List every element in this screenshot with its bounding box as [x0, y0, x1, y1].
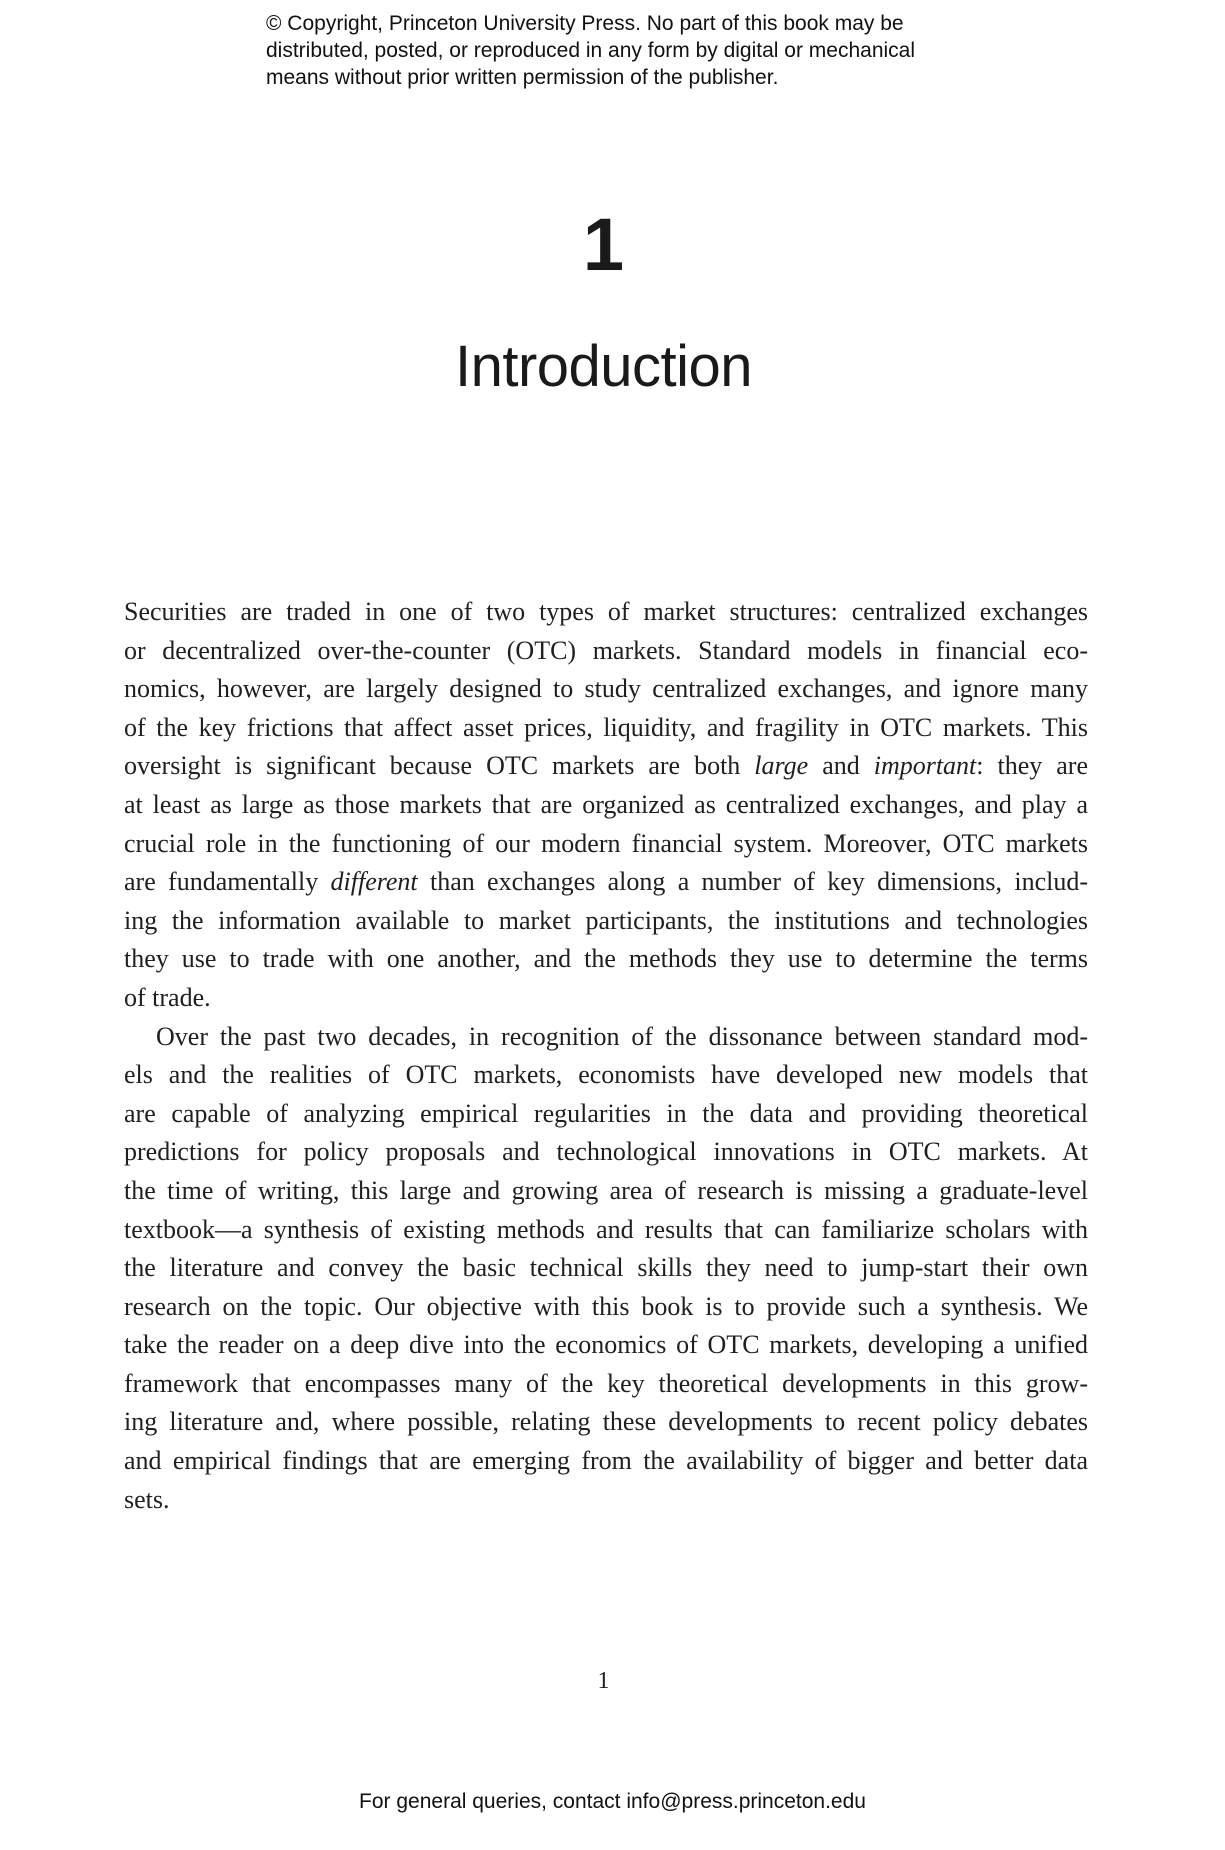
text-run: of trade. — [124, 982, 211, 1012]
text-run: : they are — [976, 751, 1088, 781]
text-line — [124, 1172, 1088, 1211]
text-run: nomics, however, are largely designed to study centralized exchanges, and ignore many — [124, 674, 1088, 704]
text-run: and empirical findings that are emerging from the availability of bigger and better data — [124, 1446, 1088, 1476]
text-line — [124, 747, 1088, 786]
text-run: and — [808, 751, 874, 781]
text-line — [124, 979, 1088, 1018]
text-run: predictions for policy proposals and technological innovations in OTC markets. At — [124, 1137, 1088, 1167]
text-line — [124, 1249, 1088, 1288]
text-line — [124, 786, 1088, 825]
text-run: Over the past two decades, in recognition of the dissonance between standard mod- — [156, 1021, 1088, 1051]
page-number: 1 — [597, 1668, 610, 1694]
text-line — [124, 940, 1088, 979]
text-run: at least as large as those markets that are organized as centralized exchanges, and play a — [124, 789, 1088, 819]
paragraph — [124, 1018, 1088, 1520]
text-line — [124, 632, 1088, 671]
text-run: take the reader on a deep dive into the economics of OTC markets, developing a unified — [124, 1330, 1088, 1360]
text-run: ing the information available to market participants, the institutions and technologies — [124, 905, 1088, 935]
text-run: research on the topic. Our objective with this book is to provide such a synthesis. We — [124, 1291, 1088, 1321]
copyright-line: distributed, posted, or reproduced in any form by digital or mechanical — [266, 39, 916, 62]
text-line — [124, 902, 1088, 941]
text-line — [124, 1288, 1088, 1327]
text-line — [124, 1403, 1088, 1442]
text-line — [124, 1056, 1088, 1095]
text-run: textbook—a synthesis of existing methods and results that can familiarize scholars with — [124, 1214, 1088, 1244]
footer-contact: For general queries, contact info@press.princeton.edu — [359, 1790, 866, 1813]
paragraph — [124, 593, 1088, 1018]
text-run: crucial role in the functioning of our modern financial system. Moreover, OTC markets — [124, 828, 1088, 858]
text-run: ing literature and, where possible, relating these developments to recent policy debates — [124, 1407, 1088, 1437]
text-run: are capable of analyzing empirical regularities in the data and providing theoretical — [124, 1098, 1088, 1128]
body-text — [124, 593, 1088, 1519]
text-line — [124, 670, 1088, 709]
text-line — [124, 1481, 1088, 1520]
text-run: sets. — [124, 1484, 170, 1514]
text-run: els and the realities of OTC markets, economists have developed new models that — [124, 1060, 1088, 1090]
text-line — [124, 1442, 1088, 1481]
text-line — [124, 1018, 1088, 1057]
text-line — [124, 593, 1088, 632]
text-line — [124, 1095, 1088, 1134]
text-run: framework that encompasses many of the key theoretical developments in this grow- — [124, 1368, 1088, 1398]
emphasis-text: different — [330, 867, 418, 897]
text-run: Securities are traded in one of two types of market structures: centralized exchanges — [124, 597, 1088, 626]
text-run: they use to trade with one another, and the methods they use to determine the terms — [124, 944, 1088, 974]
text-run: oversight is significant because OTC markets are both — [124, 751, 755, 781]
text-line — [124, 825, 1088, 864]
emphasis-text: large — [754, 751, 809, 781]
text-line — [124, 1211, 1088, 1250]
text-run: the time of writing, this large and growing area of research is missing a graduate-level — [124, 1175, 1088, 1205]
copyright-line: © Copyright, Princeton University Press. No part of this book may be — [266, 12, 904, 35]
text-run: are fundamentally — [124, 867, 331, 897]
text-line — [124, 1326, 1088, 1365]
text-line — [124, 863, 1088, 902]
text-line — [124, 1133, 1088, 1172]
copyright-notice — [266, 10, 986, 91]
text-line — [124, 709, 1088, 748]
text-run: the literature and convey the basic technical skills they need to jump-start their own — [124, 1253, 1088, 1283]
emphasis-text: important — [873, 751, 977, 781]
copyright-line: means without prior written permission of the publisher. — [266, 66, 779, 89]
text-run: of the key frictions that affect asset prices, liquidity, and fragility in OTC markets. This — [124, 712, 1088, 742]
chapter-title: Introduction — [454, 334, 753, 399]
chapter-number: 1 — [582, 203, 625, 286]
text-run: or decentralized over-the-counter (OTC) markets. Standard models in financial eco- — [124, 635, 1088, 665]
text-line — [124, 1365, 1088, 1404]
text-run: than exchanges along a number of key dimensions, includ- — [417, 867, 1088, 897]
